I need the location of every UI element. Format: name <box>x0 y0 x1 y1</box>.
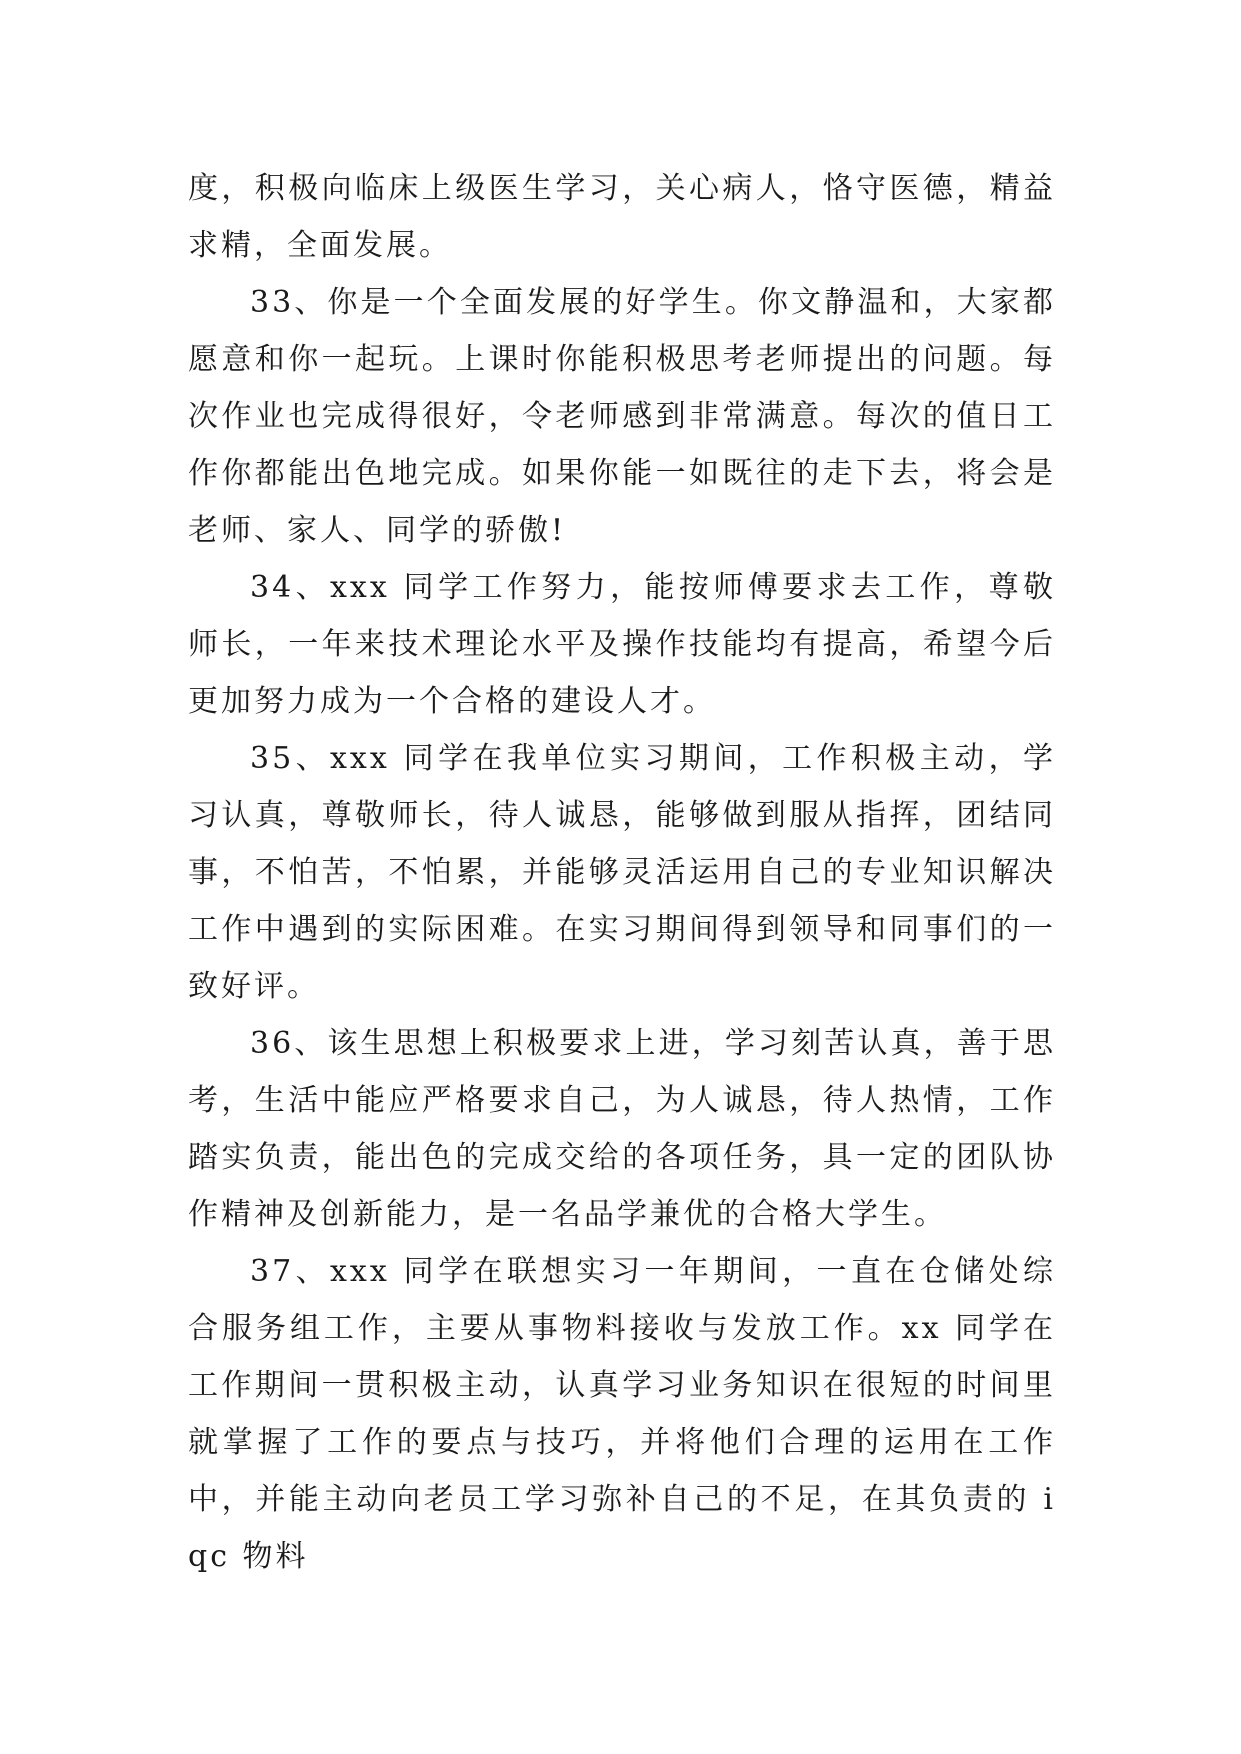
document-body <box>188 160 1056 1585</box>
paragraph-36: 36、该生思想上积极要求上进，学习刻苦认真，善于思考，生活中能应严格要求自己，为人诚恳，待人热情，工作踏实负责，能出色的完成交给的各项任务，具一定的团队协作精神及创新能力，是一名品学兼优的合格大学生。 <box>188 1026 1056 1232</box>
paragraph-35: 35、xxx 同学在我单位实习期间，工作积极主动，学习认真，尊敬师长，待人诚恳，能够做到服从指挥，团结同事，不怕苦，不怕累，并能够灵活运用自己的专业知识解决工作中遇到的实际困难。在实习期间得到领导和同事们的一致好评。 <box>188 741 1056 1004</box>
paragraph-34: 34、xxx 同学工作努力，能按师傅要求去工作，尊敬师长，一年来技术理论水平及操作技能均有提高，希望今后更加努力成为一个合格的建设人才。 <box>188 570 1056 719</box>
paragraph-33: 33、你是一个全面发展的好学生。你文静温和，大家都愿意和你一起玩。上课时你能积极思考老师提出的问题。每次作业也完成得很好，令老师感到非常满意。每次的值日工作你都能出色地完成。如果你能一如既往的走下去，将会是老师、家人、同学的骄傲! <box>188 285 1056 548</box>
paragraph-continuation: 度，积极向临床上级医生学习，关心病人，恪守医德，精益求精，全面发展。 <box>188 171 1056 263</box>
paragraph-37: 37、xxx 同学在联想实习一年期间，一直在仓储处综合服务组工作，主要从事物料接收与发放工作。xx 同学在工作期间一贯积极主动，认真学习业务知识在很短的时间里就掌握了工作的要点与技巧，并将他们合理的运用在工作中，并能主动向老员工学习弥补自己的不足，在其负责的 iqc 物料 <box>188 1254 1056 1574</box>
